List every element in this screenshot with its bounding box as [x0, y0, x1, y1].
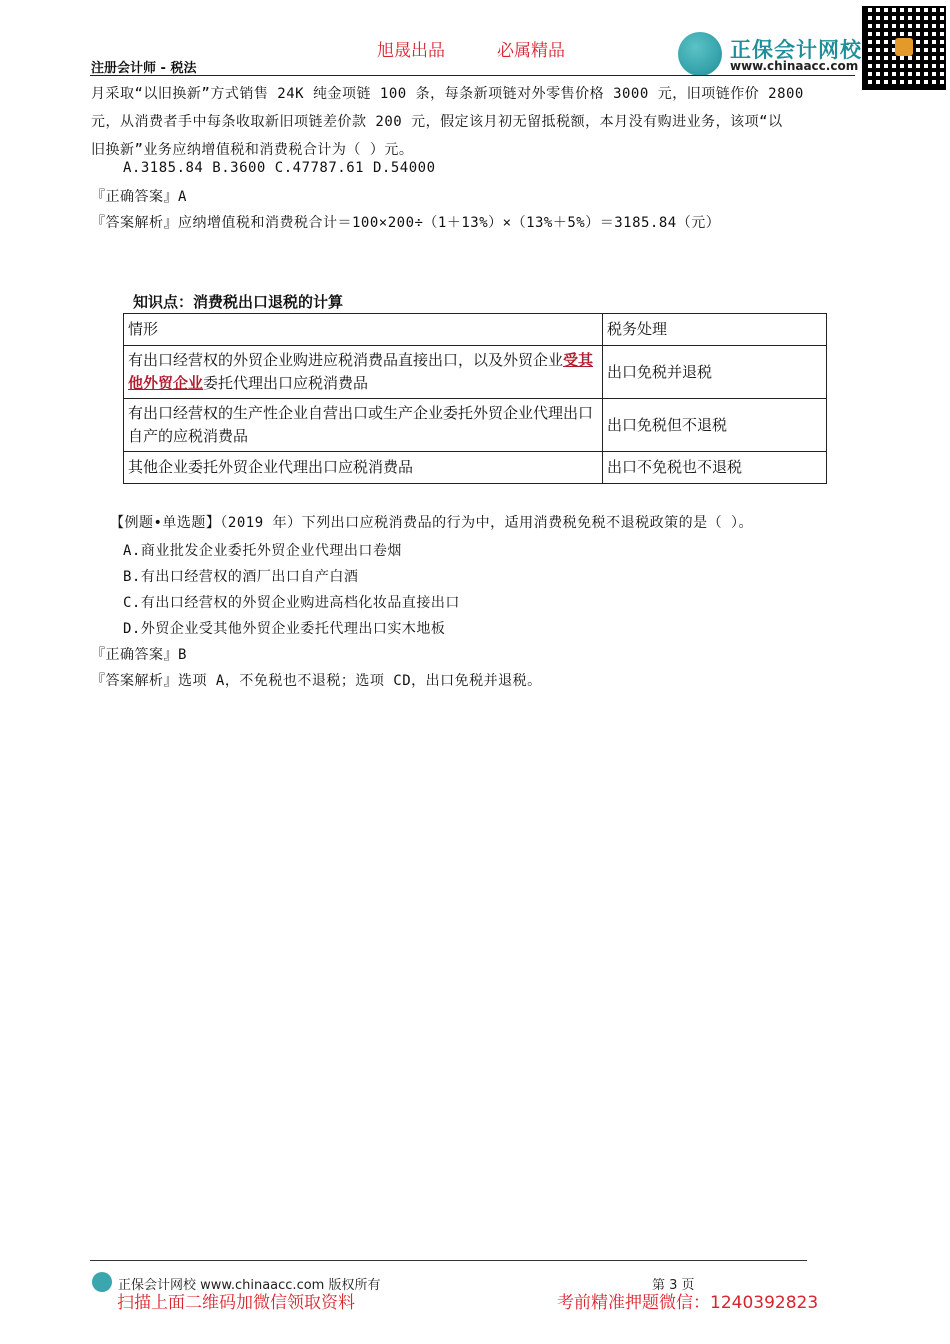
footer-divider: [90, 1260, 807, 1261]
question2-answer: 『正确答案』B: [91, 647, 187, 663]
page-number: 第 3 页: [652, 1278, 695, 1293]
table-row: [124, 399, 827, 452]
question1-answer: 『正确答案』A: [91, 189, 187, 205]
situation-highlight: 受其他外贸企业: [128, 351, 594, 392]
logo-name: 正保会计网校: [730, 38, 862, 62]
question2-analysis: 『答案解析』选项 A，不免税也不退税；选项 CD，出口免税并退税。: [91, 673, 542, 689]
table-row: [124, 452, 827, 484]
question1-line: 旧换新”业务应纳增值税和消费税合计为（ ）元。: [91, 142, 414, 158]
question2-option: B.有出口经营权的酒厂出口自产白酒: [123, 569, 359, 585]
chinaacc-logo-icon: [678, 32, 722, 76]
question2-option: D.外贸企业受其他外贸企业委托代理出口实木地板: [123, 621, 446, 637]
table-cell-situation: [124, 346, 603, 399]
situation-text: 有出口经营权的外贸企业购进应税消费品直接出口，以及外贸企业: [128, 351, 564, 369]
export-tax-table: [123, 313, 827, 484]
header-divider: [90, 75, 855, 76]
footer-promo-left: 扫描上面二维码加微信领取资料: [117, 1293, 355, 1313]
question1-line: 月采取“以旧换新”方式销售 24K 纯金项链 100 条，每条新项链对外零售价格 3000 元，旧项链作价 2800: [91, 86, 804, 102]
question1-line: 元，从消费者手中每条收取新旧项链差价款 200 元，假定该月初无留抵税额，本月没有购进业务，该项“以: [91, 114, 783, 130]
footer-copyright: 正保会计网校 www.chinaacc.com 版权所有: [118, 1278, 381, 1293]
question1-analysis: 『答案解析』应纳增值税和消费税合计＝100×200÷（1＋13%）×（13%＋5%）＝3185.84（元）: [91, 215, 721, 231]
footer-promo-right: 考前精准押题微信：1240392823: [557, 1293, 819, 1313]
subject-title: 注册会计师 - 税法: [91, 61, 197, 76]
table-cell-situation: 有出口经营权的生产性企业自营出口或生产企业委托外贸企业代理出口自产的应税消费品: [124, 399, 603, 452]
question2-options: [123, 538, 460, 642]
table-row: [124, 346, 827, 399]
table-cell-treatment: 出口免税但不退税: [603, 399, 827, 452]
table-header-cell: 税务处理: [603, 314, 827, 346]
table-header-cell: 情形: [124, 314, 603, 346]
footer-logo-icon: [92, 1272, 112, 1292]
knowledge-point-title: 知识点：消费税出口退税的计算: [133, 293, 344, 311]
table-cell-treatment: 出口不免税也不退税: [603, 452, 827, 484]
situation-text: 委托代理出口应税消费品: [203, 374, 369, 392]
logo-url: www.chinaacc.com: [730, 59, 859, 73]
question1-options: A.3185.84 B.3600 C.47787.61 D.54000: [123, 160, 436, 176]
question2-option: A.商业批发企业委托外贸企业代理出口卷烟: [123, 543, 402, 559]
slogan-left: 旭晟出品: [377, 41, 445, 61]
table-cell-situation: 其他企业委托外贸企业代理出口应税消费品: [124, 452, 603, 484]
slogan-right: 必属精品: [497, 41, 565, 61]
question2-stem: 【例题•单选题】（2019 年）下列出口应税消费品的行为中，适用消费税免税不退税政策的是（ ）。: [110, 515, 753, 531]
qr-badge-icon: [895, 38, 913, 56]
question2-option: C.有出口经营权的外贸企业购进高档化妆品直接出口: [123, 595, 460, 611]
table-header-row: [124, 314, 827, 346]
table-cell-treatment: 出口免税并退税: [603, 346, 827, 399]
question1-text: [91, 80, 861, 164]
